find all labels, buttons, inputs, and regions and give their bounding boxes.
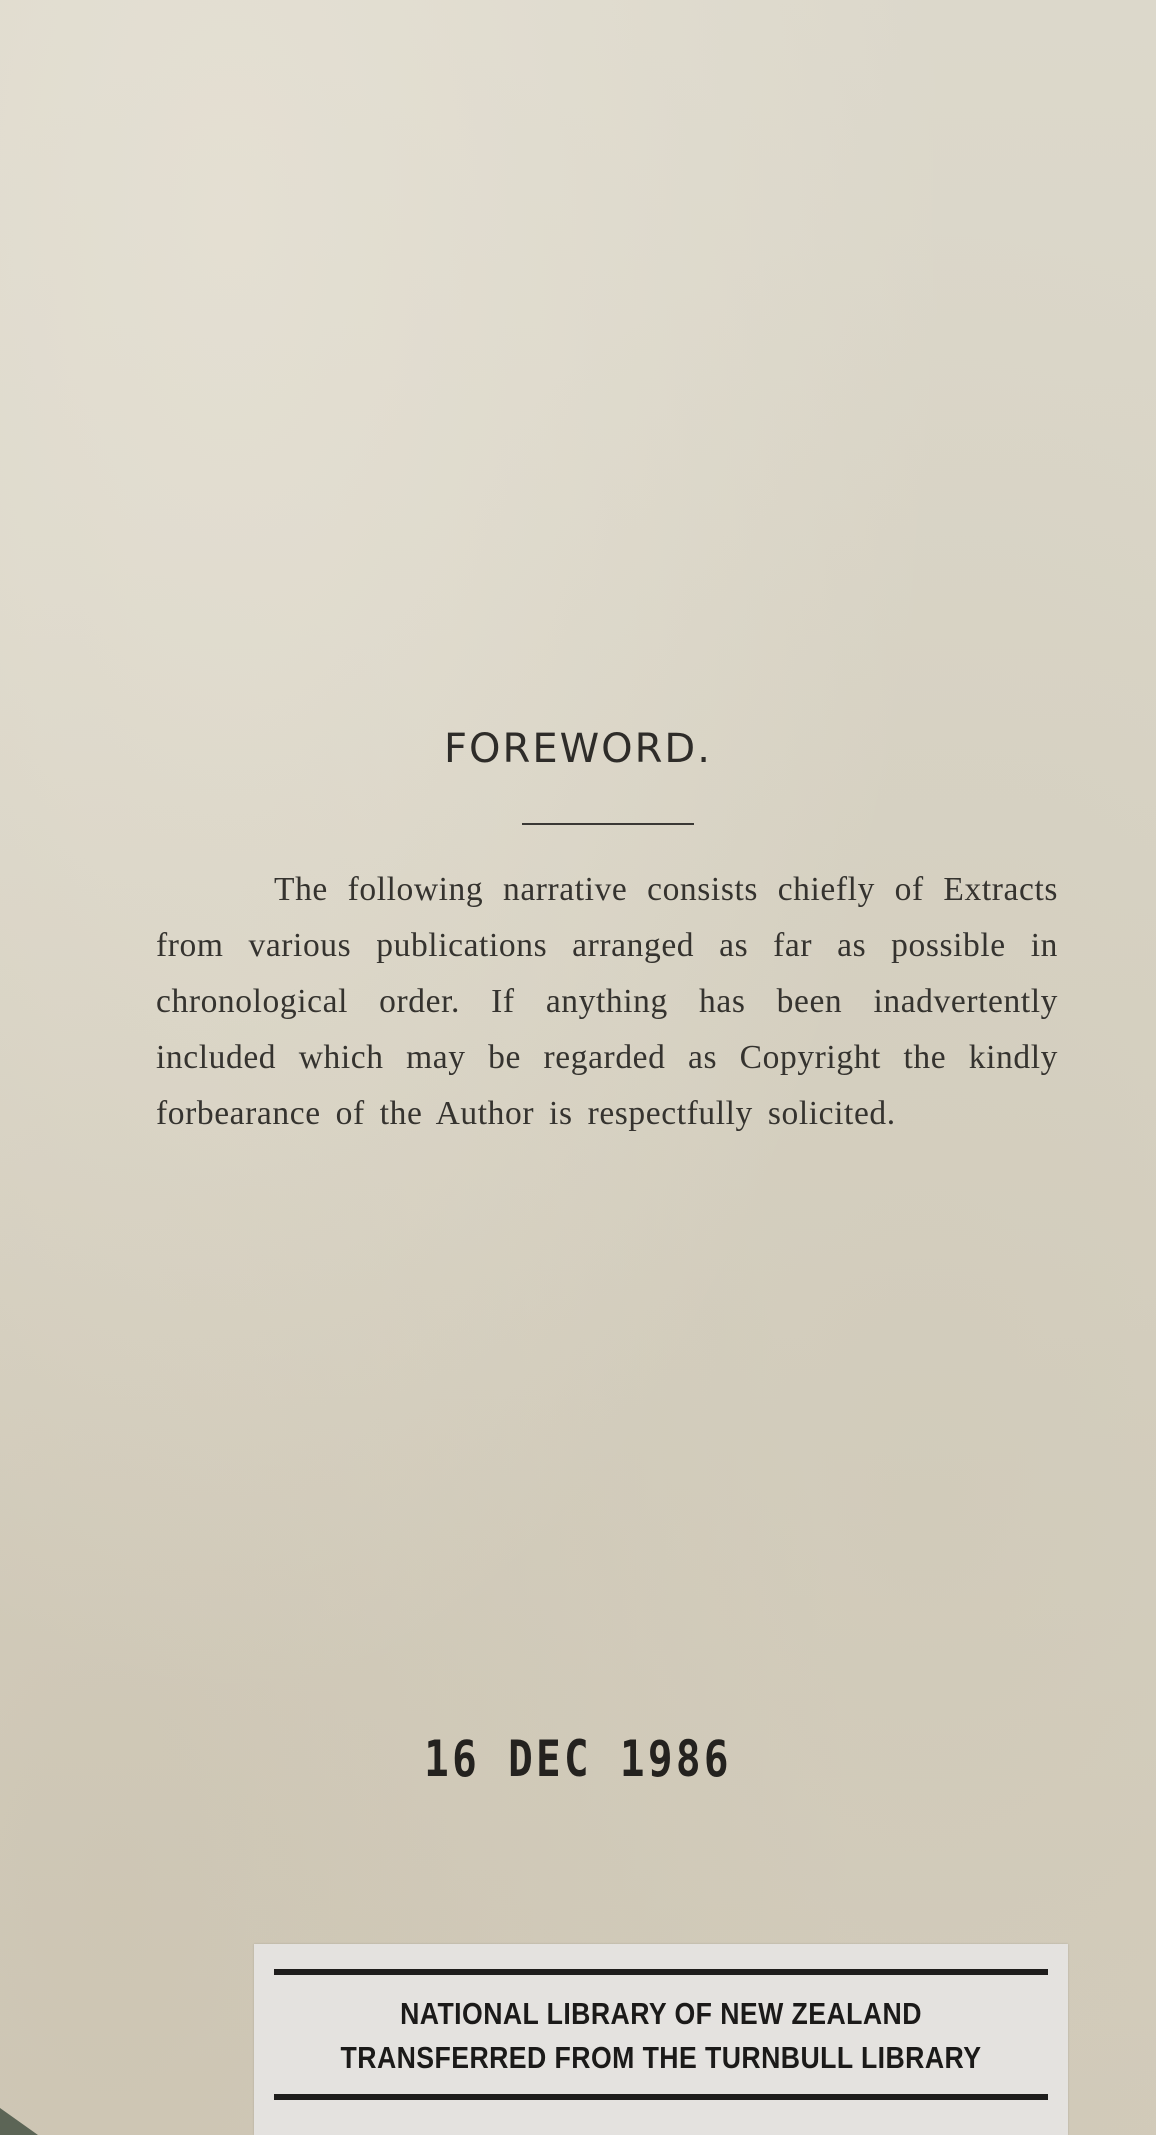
page-heading: FOREWORD. — [444, 726, 712, 772]
library-label — [254, 1944, 1068, 2135]
heading-divider — [522, 823, 694, 825]
label-line-transfer-note: TRANSFERRED FROM THE TURNBULL LIBRARY — [340, 2040, 982, 2075]
label-bottom-rule — [274, 2094, 1048, 2100]
label-line-library-name: NATIONAL LIBRARY OF NEW ZEALAND — [400, 1996, 922, 2031]
date-stamp: 16 DEC 1986 — [424, 1730, 732, 1788]
foreword-paragraph: The following narrative consists chiefly of Extracts from various publications arranged as far as possible in chronological order. If anything has been inadvertently included which may be regarded as Copyright the kindly forbearance of the Author is respectfully solicited. — [156, 871, 1058, 1132]
corner-mark — [0, 2108, 38, 2135]
label-top-rule — [274, 1969, 1048, 1975]
